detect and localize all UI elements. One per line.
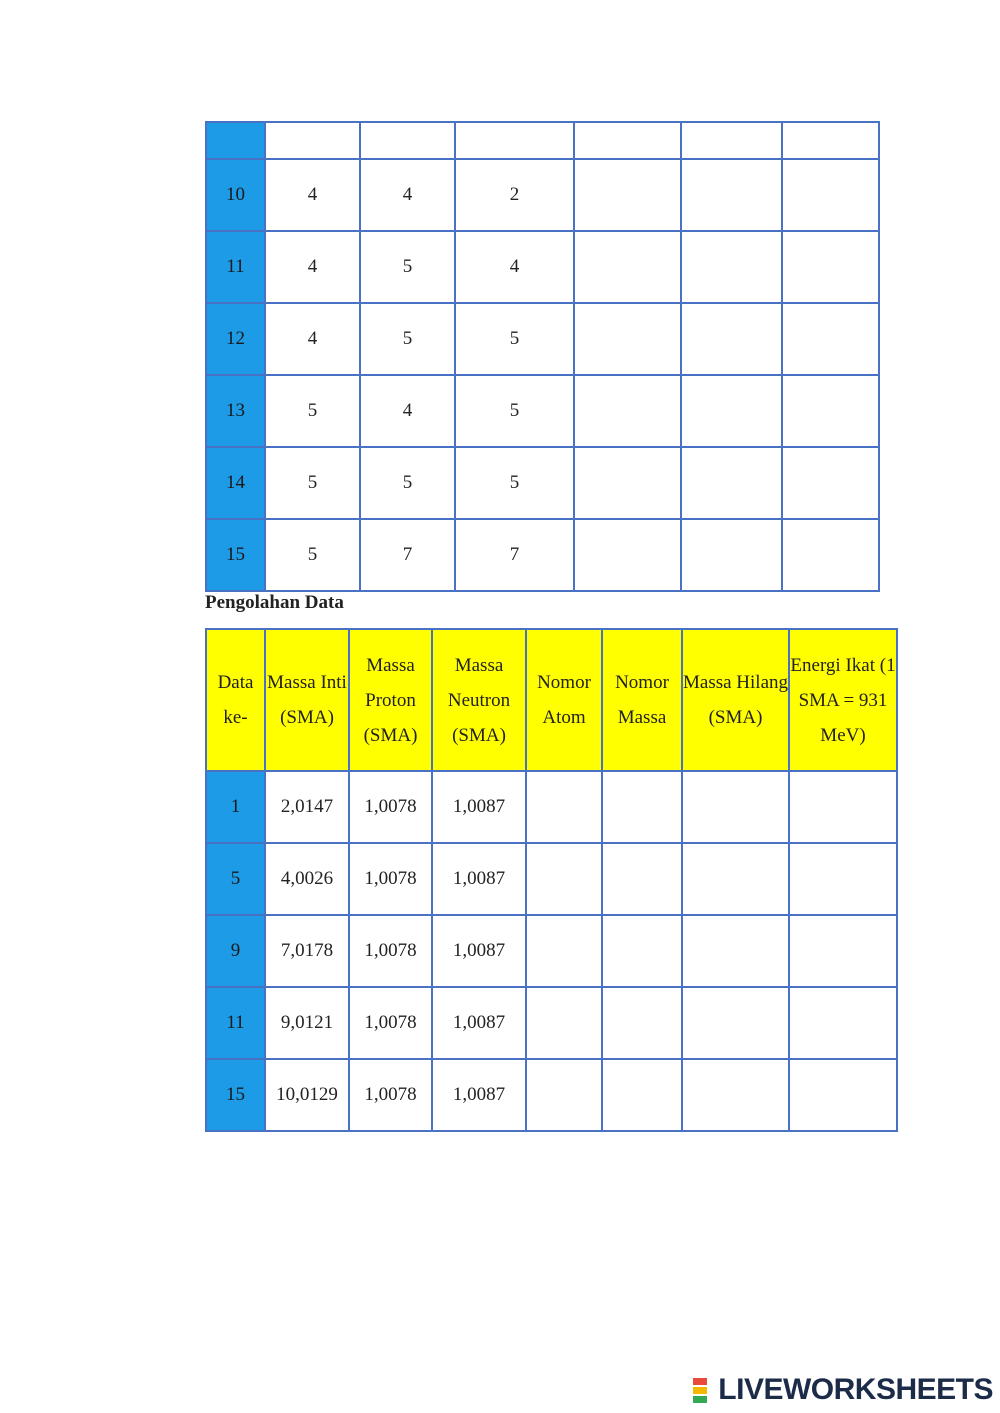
answer-cell[interactable] <box>782 375 879 447</box>
massa-inti-cell: 9,0121 <box>265 987 349 1059</box>
massa-neutron-cell: 1,0087 <box>432 843 526 915</box>
massa-neutron-cell: 1,0087 <box>432 771 526 843</box>
answer-cell[interactable] <box>681 375 782 447</box>
answer-cell[interactable] <box>602 843 682 915</box>
table-row <box>206 122 879 159</box>
answer-cell[interactable] <box>782 303 879 375</box>
row-index-cell: 12 <box>206 303 265 375</box>
table-cell: 2 <box>455 159 574 231</box>
answer-cell[interactable] <box>574 231 681 303</box>
answer-cell[interactable] <box>682 987 789 1059</box>
answer-cell[interactable] <box>682 1059 789 1131</box>
answer-cell[interactable] <box>789 915 897 987</box>
table-cell: 5 <box>360 303 455 375</box>
row-index-cell: 13 <box>206 375 265 447</box>
answer-cell[interactable] <box>782 159 879 231</box>
header-massa-hilang: Massa Hilang (SMA) <box>682 629 789 771</box>
table-row <box>206 159 879 231</box>
answer-cell[interactable] <box>682 915 789 987</box>
table-row <box>206 375 879 447</box>
table-cell: 5 <box>360 231 455 303</box>
header-data-ke: Data ke- <box>206 629 265 771</box>
answer-cell[interactable] <box>681 303 782 375</box>
answer-cell[interactable] <box>574 159 681 231</box>
table-data-processing <box>205 628 898 1132</box>
table-cell: 7 <box>360 519 455 591</box>
answer-cell[interactable] <box>782 231 879 303</box>
answer-cell[interactable] <box>574 122 681 159</box>
header-massa-neutron: Massa Neutron (SMA) <box>432 629 526 771</box>
row-index-cell: 11 <box>206 987 265 1059</box>
massa-inti-cell: 2,0147 <box>265 771 349 843</box>
answer-cell[interactable] <box>602 1059 682 1131</box>
table-row <box>206 519 879 591</box>
header-massa-inti: Massa Inti (SMA) <box>265 629 349 771</box>
massa-neutron-cell: 1,0087 <box>432 1059 526 1131</box>
answer-cell[interactable] <box>682 843 789 915</box>
table-cell: 5 <box>360 447 455 519</box>
answer-cell[interactable] <box>681 122 782 159</box>
answer-cell[interactable] <box>789 843 897 915</box>
answer-cell[interactable] <box>526 843 602 915</box>
table-row <box>206 771 897 843</box>
table-cell: 4 <box>360 159 455 231</box>
table-header-row <box>206 629 897 771</box>
table-cell: 5 <box>455 447 574 519</box>
massa-inti-cell: 4,0026 <box>265 843 349 915</box>
table-row <box>206 447 879 519</box>
table-cell: 4 <box>265 303 360 375</box>
massa-proton-cell: 1,0078 <box>349 987 432 1059</box>
table-cell <box>455 122 574 159</box>
answer-cell[interactable] <box>782 122 879 159</box>
table-row <box>206 1059 897 1131</box>
table-row <box>206 231 879 303</box>
answer-cell[interactable] <box>574 375 681 447</box>
answer-cell[interactable] <box>782 519 879 591</box>
row-index-cell: 9 <box>206 915 265 987</box>
header-nomor-atom: Nomor Atom <box>526 629 602 771</box>
answer-cell[interactable] <box>782 447 879 519</box>
table-cell <box>360 122 455 159</box>
table-cell: 5 <box>265 519 360 591</box>
section-title: Pengolahan Data <box>205 592 344 613</box>
table-row <box>206 915 897 987</box>
table-cell: 7 <box>455 519 574 591</box>
answer-cell[interactable] <box>681 231 782 303</box>
massa-proton-cell: 1,0078 <box>349 843 432 915</box>
table-cell: 4 <box>265 231 360 303</box>
liveworksheets-logo <box>693 1373 993 1407</box>
row-index-cell: 14 <box>206 447 265 519</box>
massa-inti-cell: 10,0129 <box>265 1059 349 1131</box>
table-cell: 5 <box>265 375 360 447</box>
massa-neutron-cell: 1,0087 <box>432 987 526 1059</box>
table-cell: 5 <box>265 447 360 519</box>
row-index-cell: 15 <box>206 519 265 591</box>
row-index-cell: 1 <box>206 771 265 843</box>
table-cell <box>265 122 360 159</box>
header-energi-ikat: Energi Ikat (1 SMA = 931 MeV) <box>789 629 897 771</box>
answer-cell[interactable] <box>574 519 681 591</box>
massa-proton-cell: 1,0078 <box>349 771 432 843</box>
answer-cell[interactable] <box>789 987 897 1059</box>
answer-cell[interactable] <box>602 987 682 1059</box>
answer-cell[interactable] <box>602 915 682 987</box>
table-cell: 4 <box>455 231 574 303</box>
answer-cell[interactable] <box>574 447 681 519</box>
answer-cell[interactable] <box>789 771 897 843</box>
answer-cell[interactable] <box>526 915 602 987</box>
table-cell: 4 <box>360 375 455 447</box>
answer-cell[interactable] <box>682 771 789 843</box>
massa-proton-cell: 1,0078 <box>349 915 432 987</box>
answer-cell[interactable] <box>526 987 602 1059</box>
table-input-data <box>205 121 880 592</box>
table-cell: 5 <box>455 303 574 375</box>
answer-cell[interactable] <box>789 1059 897 1131</box>
table-cell: 5 <box>455 375 574 447</box>
answer-cell[interactable] <box>574 303 681 375</box>
answer-cell[interactable] <box>526 1059 602 1131</box>
table-row <box>206 303 879 375</box>
answer-cell[interactable] <box>681 159 782 231</box>
row-index-cell: 5 <box>206 843 265 915</box>
answer-cell[interactable] <box>602 771 682 843</box>
row-index-cell: 15 <box>206 1059 265 1131</box>
massa-neutron-cell: 1,0087 <box>432 915 526 987</box>
row-index-cell: 10 <box>206 159 265 231</box>
header-massa-proton: Massa Proton (SMA) <box>349 629 432 771</box>
row-index-cell <box>206 122 265 159</box>
table-row <box>206 987 897 1059</box>
header-nomor-massa: Nomor Massa <box>602 629 682 771</box>
logo-blocks-icon <box>693 1377 712 1404</box>
answer-cell[interactable] <box>681 519 782 591</box>
massa-proton-cell: 1,0078 <box>349 1059 432 1131</box>
answer-cell[interactable] <box>526 771 602 843</box>
row-index-cell: 11 <box>206 231 265 303</box>
table-row <box>206 843 897 915</box>
table-cell: 4 <box>265 159 360 231</box>
logo-text: LIVEWORKSHEETS <box>718 1373 993 1406</box>
answer-cell[interactable] <box>681 447 782 519</box>
massa-inti-cell: 7,0178 <box>265 915 349 987</box>
